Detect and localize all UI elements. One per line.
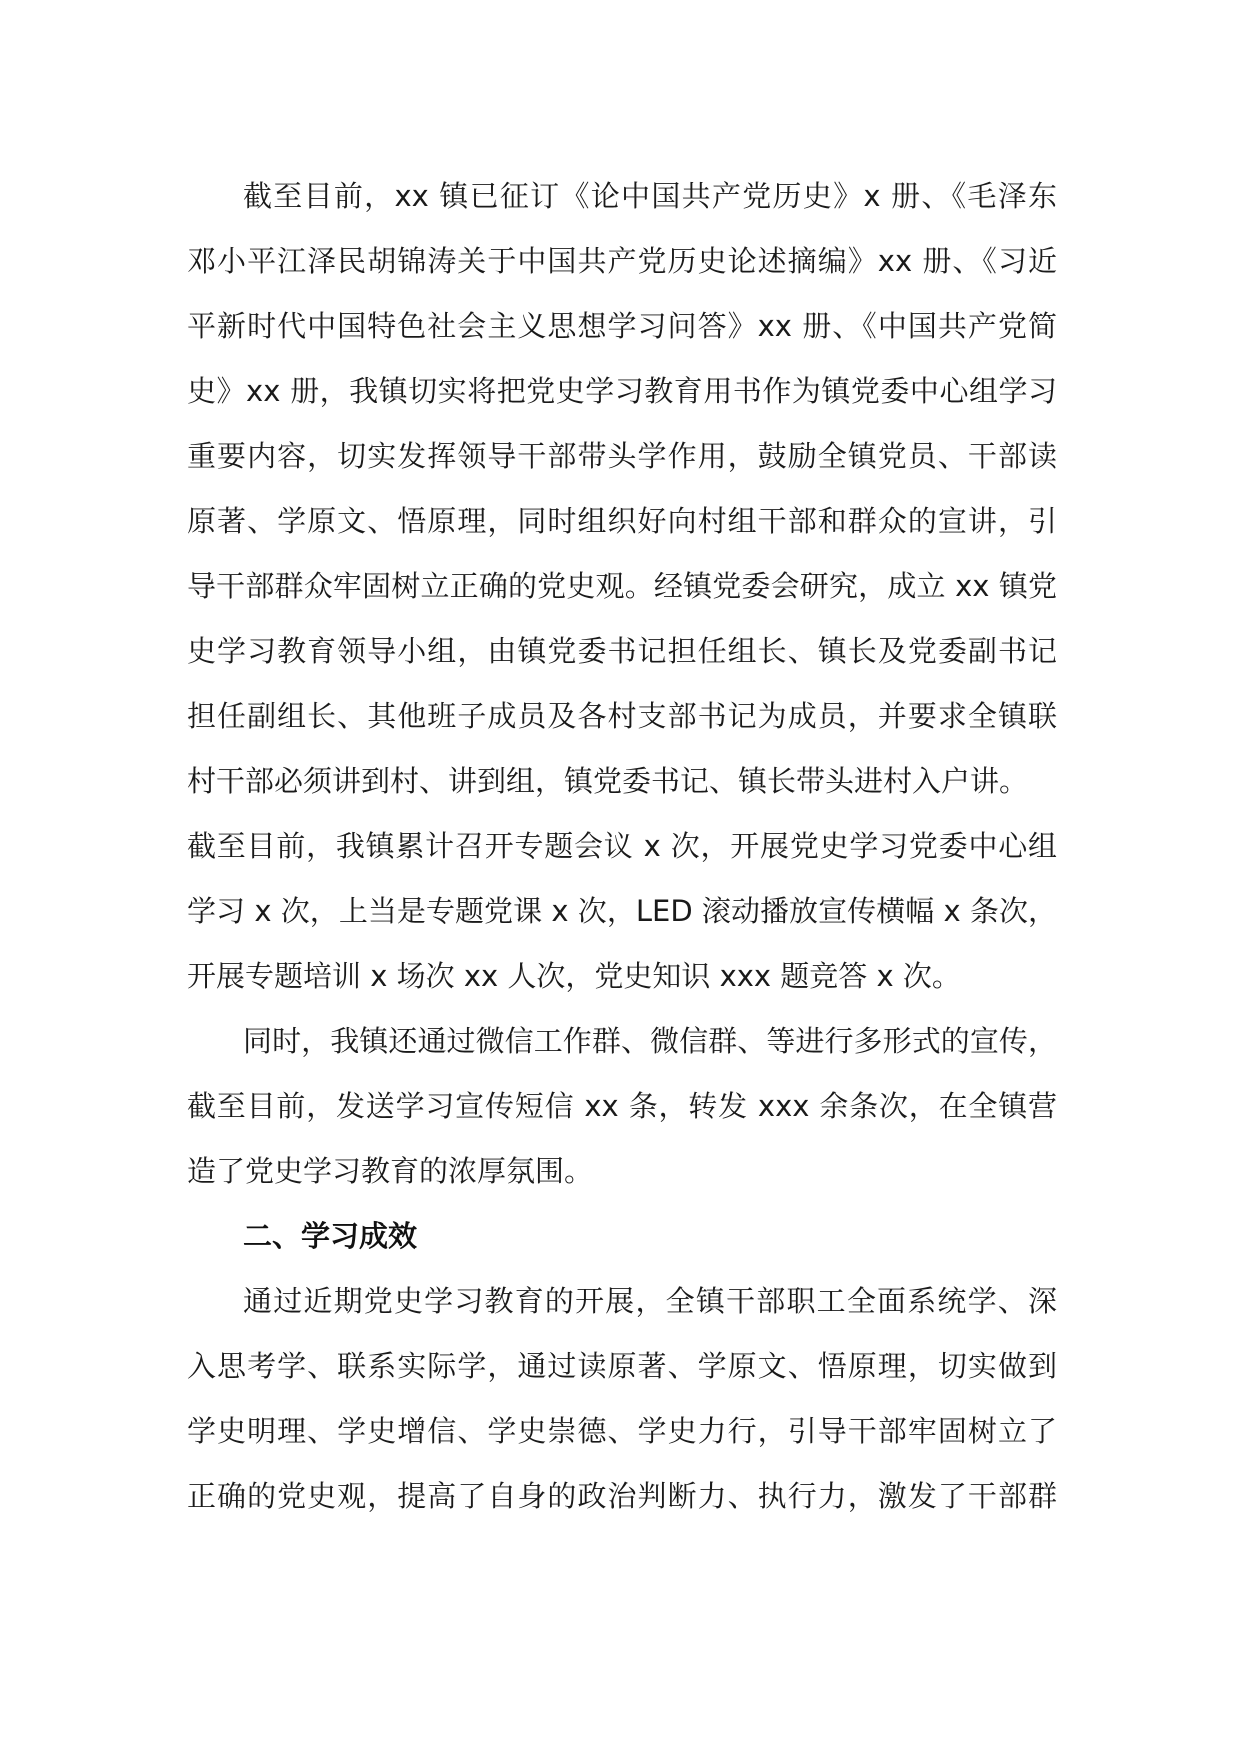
paragraph-3 xyxy=(187,1269,1057,1529)
paragraph-line: 截至目前，xx 镇已征订《论中国共产党历史》x 册、《毛泽东 xyxy=(243,179,1057,213)
paragraph-line: 截至目前，我镇累计召开专题会议 x 次，开展党史学习党委中心组 xyxy=(187,829,1057,863)
paragraph-line: 史学习教育领导小组，由镇党委书记担任组长、镇长及党委副书记 xyxy=(187,634,1057,668)
section-heading: 二、学习成效 xyxy=(243,1219,418,1253)
paragraph-line: 学史明理、学史增信、学史崇德、学史力行，引导干部牢固树立了 xyxy=(187,1414,1057,1448)
paragraph-line: 导干部群众牢固树立正确的党史观。经镇党委会研究，成立 xx 镇党 xyxy=(187,569,1057,603)
paragraph-line: 同时，我镇还通过微信工作群、微信群、等进行多形式的宣传， xyxy=(243,1024,1057,1058)
paragraph-line: 平新时代中国特色社会主义思想学习问答》xx 册、《中国共产党简 xyxy=(187,309,1057,343)
paragraph-line: 截至目前，发送学习宣传短信 xx 条，转发 xxx 余条次，在全镇营 xyxy=(187,1089,1057,1123)
paragraph-line: 重要内容，切实发挥领导干部带头学作用，鼓励全镇党员、干部读 xyxy=(187,439,1057,473)
paragraph-line: 村干部必须讲到村、讲到组，镇党委书记、镇长带头进村入户讲。 xyxy=(187,764,1029,798)
paragraph-line: 学习 x 次，上当是专题党课 x 次，LED 滚动播放宣传横幅 x 条次， xyxy=(187,894,1057,928)
paragraph-line: 史》xx 册，我镇切实将把党史学习教育用书作为镇党委中心组学习 xyxy=(187,374,1057,408)
paragraph-line: 开展专题培训 x 场次 xx 人次，党史知识 xxx 题竞答 x 次。 xyxy=(187,959,961,993)
paragraph-1 xyxy=(187,164,1057,1009)
paragraph-line: 邓小平江泽民胡锦涛关于中国共产党历史论述摘编》xx 册、《习近 xyxy=(187,244,1057,278)
paragraph-line: 担任副组长、其他班子成员及各村支部书记为成员，并要求全镇联 xyxy=(187,699,1057,733)
document-body xyxy=(187,164,1057,1529)
paragraph-line: 造了党史学习教育的浓厚氛围。 xyxy=(187,1154,594,1188)
paragraph-line: 入思考学、联系实际学，通过读原著、学原文、悟原理，切实做到 xyxy=(187,1349,1057,1383)
paragraph-line: 原著、学原文、悟原理，同时组织好向村组干部和群众的宣讲，引 xyxy=(187,504,1057,538)
paragraph-2 xyxy=(187,1009,1057,1204)
paragraph-line: 通过近期党史学习教育的开展，全镇干部职工全面系统学、深 xyxy=(243,1284,1057,1318)
paragraph-line: 正确的党史观，提高了自身的政治判断力、执行力，激发了干部群 xyxy=(187,1479,1057,1513)
